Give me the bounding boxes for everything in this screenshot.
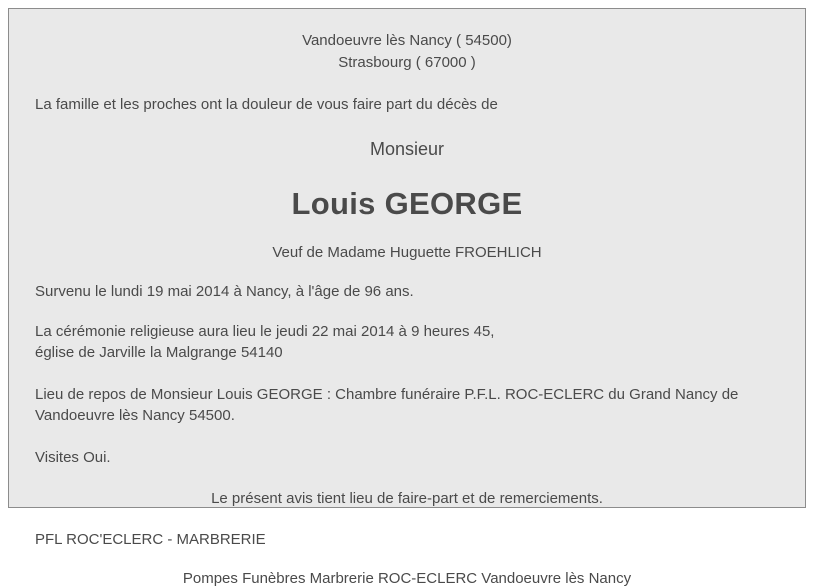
visits-text: Visites Oui. [35,448,111,466]
locations-block [35,31,779,74]
spouse-text: Veuf de Madame Huguette FROEHLICH [272,243,542,261]
rest-place-line-1: Lieu de repos de Monsieur Louis GEORGE : Chambre funéraire P.F.L. ROC-ECLERC du Grand Nancy de [35,386,739,403]
rest-place-line-2: Vandoeuvre lès Nancy 54500. [35,407,235,425]
closing-text: Le présent avis tient lieu de faire-part et de remerciements. [211,489,603,507]
ceremony-line-2: église de Jarville la Malgrange 54140 [35,343,283,361]
location-line-2: Strasbourg ( 67000 ) [338,54,476,72]
company-text: PFL ROC'ECLERC - MARBRERIE [35,530,266,548]
intro-text: La famille et les proches ont la douleur de vous faire part du décès de [35,95,498,113]
ceremony-block [35,322,779,364]
death-notice-card [8,8,806,587]
honorific-text: Monsieur [369,138,445,159]
death-info-text: Survenu le lundi 19 mai 2014 à Nancy, à l'âge de 96 ans. [35,282,414,300]
location-line-1: Vandoeuvre lès Nancy ( 54500) [302,32,512,49]
ceremony-line-1: La cérémonie religieuse aura lieu le jeudi 22 mai 2014 à 9 heures 45, [35,322,495,340]
rest-place-block [35,385,779,427]
deceased-name: Louis GEORGE [291,185,523,221]
footer-text: Pompes Funèbres Marbrerie ROC-ECLERC Vandoeuvre lès Nancy [182,569,632,587]
